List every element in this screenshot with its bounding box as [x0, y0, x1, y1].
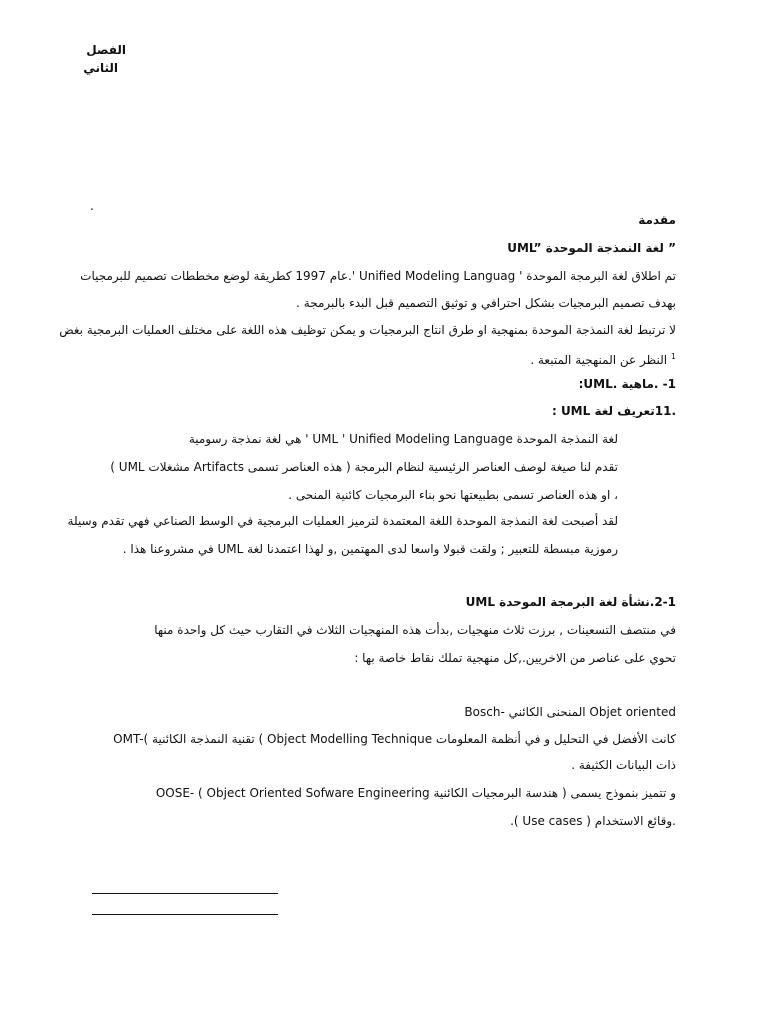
section1-line3: ، او هذه العناصر تسمى بطبيعتها نحو بناء البرمجيات كائنية المنحى . — [288, 488, 618, 502]
intro-heading: مقدمة — [638, 213, 676, 227]
section1-line4: لقد أصبحت لغة النمذجة الموحدة اللغة المعتمدة لترميز العمليات البرمجية في الوسط الصناعي فهي تقدم وسيلة — [67, 514, 618, 528]
section1-line1: لغة النمذجة الموحدة UML ' Unified Modeling Language ' هي لغة نمذجة رسومية — [188, 432, 618, 446]
uml-name-line: UML” لغة النمذجة الموحدة ” — [507, 241, 676, 255]
section2-heading: 2-1.نشأة لغة البرمجة الموحدة UML — [465, 595, 676, 609]
footnote-ref: 1 — [670, 352, 676, 361]
omt-line1: OMT-( تقنية النمذجة الكائنية ( Object Modelling Technique كانت الأفضل في التحليل و في أنظمة المعلومات — [113, 732, 676, 746]
footnote-rule-1 — [92, 893, 278, 894]
booch-line: Bosch- المنحنى الكائني Objet oriented — [464, 705, 676, 719]
section1-line5: رموزية مبسطة للتعبير ; ولقت قبولا واسعا لدى المهتمين ,و لهذا اعتمدنا لغة UML في مشروعنا هذا . — [122, 542, 618, 556]
intro-p2-line1: لا ترتبط لغة النمذجة الموحدة بمنهجية او طرق انتاج البرمجيات و يمكن توظيف هذه اللغة على مختلف العمليات البرمجية بغض — [59, 323, 676, 337]
section2-line2: تحوي على عناصر من الاخريين.,كل منهجية تملك نقاط خاصة بها : — [354, 651, 676, 665]
intro-p2-line2-text: النظر عن المنهجية المتبعة . — [530, 353, 668, 367]
stray-dot: . — [90, 199, 94, 213]
section1-line2: تقدم لنا صيغة لوصف العناصر الرئيسية لنظام البرمجة ( هذه العناصر تسمى Artifacts مشغلات UML ) — [110, 460, 618, 474]
chapter-label-2: الثاني — [83, 61, 118, 75]
intro-p1-line1: تم اطلاق لغة البرمجة الموحدة ' Unified Modeling Languag '.عام 1997 كطريقة لوضع مخططات تصميم للبرمجيات — [80, 269, 676, 283]
intro-p1-line2: بهدف تصميم البرمجيات بشكل احترافي و توثيق التصميم قبل البدء بالبرمجة . — [296, 296, 676, 310]
chapter-label-1: الفصل — [86, 43, 126, 57]
oose-line1: OOSE- ( Object Oriented Sofware Engineering هندسة البرمجيات الكائنية ) و تتميز بنموذج يسمى — [155, 786, 676, 800]
section1-subheading: .11تعريف لغة UML : — [551, 404, 676, 418]
omt-line2: ذات البيانات الكثيفة . — [571, 758, 676, 772]
oose-line2: .وقائع الاستخدام ( Use cases ). — [510, 814, 676, 828]
section2-line1: في منتصف التسعينات , برزت ثلاث منهجيات ,بدأت هذه المنهجيات الثلاث في التقارب حيث كل واحدة منها — [154, 623, 676, 637]
section1-heading: 1- .ماهية .UML: — [578, 377, 676, 391]
footnote-rule-2 — [92, 914, 278, 915]
intro-p2-line2 — [530, 349, 676, 368]
